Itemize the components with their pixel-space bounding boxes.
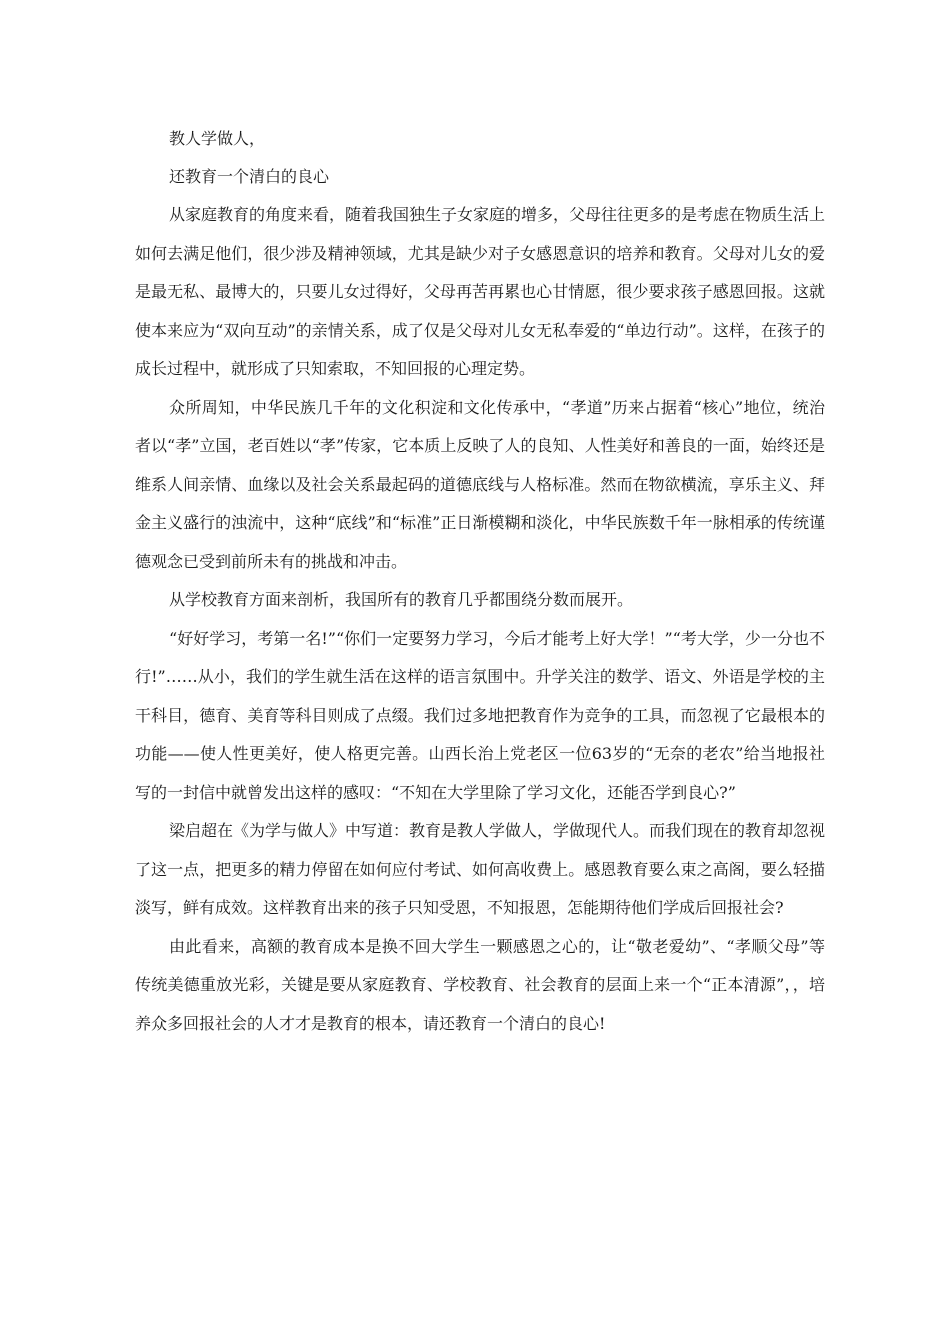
heading-line-2: 还教育一个清白的良心 [169,167,330,186]
paragraph-liang-qichao: 梁启超在《为学与做人》中写道：教育是教人学做人，学做现代人。而我们现在的教育却忽视了这一点，把更多的精力停留在如何应付考试、如何高收费上。感恩教育要么束之高阁，要么轻描淡写，鲜有成效。这样教育出来的孩子只知受恩，不知报恩，怎能期待他们学成后回报社会? [135,821,826,917]
heading-line-1: 教人学做人， [169,129,266,148]
document-page [135,120,825,1043]
paragraph-family-education: 从家庭教育的角度来看，随着我国独生子女家庭的增多，父母往往更多的是考虑在物质生活上如何去满足他们，很少涉及精神领域，尤其是缺少对子女感恩意识的培养和教育。父母对儿女的爱是最无私、最博大的，只要儿女过得好，父母再苦再累也心甘情愿，很少要求孩子感恩回报。这就使本来应为“双向互动”的亲情关系，成了仅是父母对儿女无私奉爱的“单边行动”。这样，在孩子的成长过程中，就形成了只知索取，不知回报的心理定势。 [135,205,826,378]
paragraph-school-education: 从学校教育方面来剖析，我国所有的教育几乎都围绕分数而展开。 [169,590,634,609]
paragraph-conclusion: 由此看来，高额的教育成本是换不回大学生一颗感恩之心的，让“敬老爱幼”、“孝顺父母”等传统美德重放光彩，关键是要从家庭教育、学校教育、社会教育的层面上来一个“正本清源”，，培养众多回报社会的人才才是教育的根本，请还教育一个清白的良心! [135,936,825,1033]
paragraph-exam-slogans: “好好学习，考第一名!”“你们一定要努力学习，今后才能考上好大学！”“考大学，少一分也不行!”……从小，我们的学生就生活在这样的语言氛围中。升学关注的数学、语文、外语是学校的主干科目，德育、美育等科目则成了点缀。我们过多地把教育作为竞争的工具，而忽视了它最根本的功能——使人性更美好，使人格更完善。山西长治上党老区一位63岁的“无奈的老农”给当地报社写的一封信中就曾发出这样的感叹：“不知在大学里除了学习文化，还能否学到良心?” [135,628,825,802]
paragraph-filial-piety: 众所周知，中华民族几千年的文化积淀和文化传承中，“孝道”历来占据着“核心”地位，统治者以“孝”立国，老百姓以“孝”传家，它本质上反映了人的良知、人性美好和善良的一面，始终还是维系人间亲情、血缘以及社会关系最起码的道德底线与人格标准。然而在物欲横流，享乐主义、拜金主义盛行的浊流中，这种“底线”和“标准”正日渐模糊和淡化，中华民族数千年一脉相承的传统谨德观念已受到前所未有的挑战和冲击。 [135,397,825,571]
